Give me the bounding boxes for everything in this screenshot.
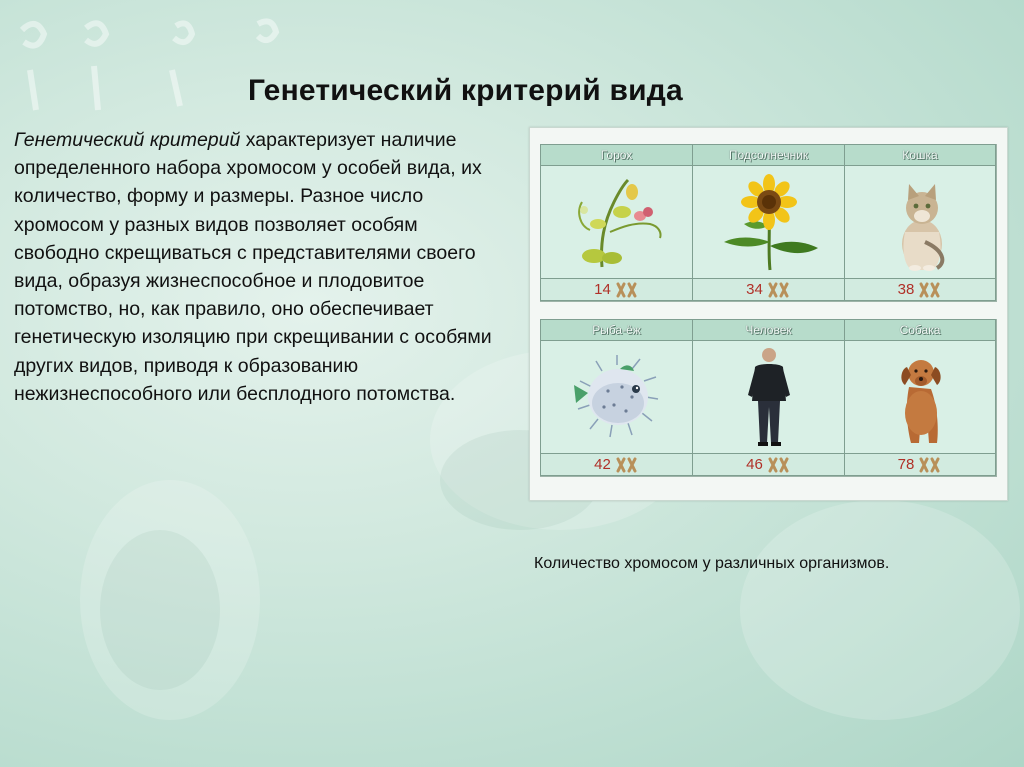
chromosome-count: 46 <box>746 456 763 473</box>
chromosome-count-cell <box>540 453 693 476</box>
chromosome-icon <box>918 282 942 298</box>
chromosome-icon <box>767 282 791 298</box>
paragraph-text: характеризует наличие определенного набора хромосом у особей вида, их количество, форму и размеры. Разное число хромосом у разных видов позволяет особям свободно скрещиваться с представителями своего вида, образуя жизнеспособное и плодовитое потомство, но, как правило, оно обеспечивает генетическую изоляцию при скрещивании с особями других видов, приводя к образованию нежизнеспособного или бесплодного потомства. <box>14 129 492 405</box>
organism-name: Рыба-ёж <box>540 319 693 341</box>
chromosome-icon <box>918 457 942 473</box>
chromosome-count-cell <box>692 453 845 476</box>
chromosome-count: 78 <box>897 456 915 473</box>
organism-panel-top <box>540 144 997 302</box>
chromosome-count: 14 <box>594 281 611 298</box>
dog-icon <box>865 347 975 447</box>
pea-plant-icon <box>562 172 672 272</box>
page-title: Генетический критерий вида <box>248 74 683 107</box>
organism-image-cell <box>540 165 693 279</box>
organism-name: Кошка <box>844 144 996 166</box>
sunflower-icon <box>714 172 824 272</box>
chromosome-icon <box>767 457 791 473</box>
chromosome-count-cell <box>844 278 996 301</box>
organism-image-cell <box>692 340 845 454</box>
body-paragraph <box>14 126 504 408</box>
organism-panel-bottom <box>540 319 997 477</box>
chromosome-count: 34 <box>746 281 763 298</box>
organism-image-cell <box>540 340 693 454</box>
organism-name: Собака <box>844 319 996 341</box>
cat-icon <box>865 172 975 272</box>
organism-name: Подсолнечник <box>692 144 845 166</box>
organism-image-cell <box>844 340 996 454</box>
chromosome-figure <box>529 127 1008 501</box>
chromosome-icon <box>615 282 639 298</box>
organism-image-cell <box>692 165 845 279</box>
chromosome-count-cell <box>692 278 845 301</box>
human-icon <box>714 345 824 449</box>
term-italic: Генетический критерий <box>14 129 241 151</box>
organism-image-cell <box>844 165 996 279</box>
chromosome-count-cell <box>540 278 693 301</box>
organism-name: Человек <box>692 319 845 341</box>
chromosome-count: 42 <box>594 456 611 473</box>
chromosome-icon <box>615 457 639 473</box>
organism-name: Горох <box>540 144 693 166</box>
chromosome-count: 38 <box>897 281 915 298</box>
figure-caption: Количество хромосом у различных организмов. <box>534 555 890 572</box>
chromosome-count-cell <box>844 453 996 476</box>
porcupine-fish-icon <box>562 347 672 447</box>
